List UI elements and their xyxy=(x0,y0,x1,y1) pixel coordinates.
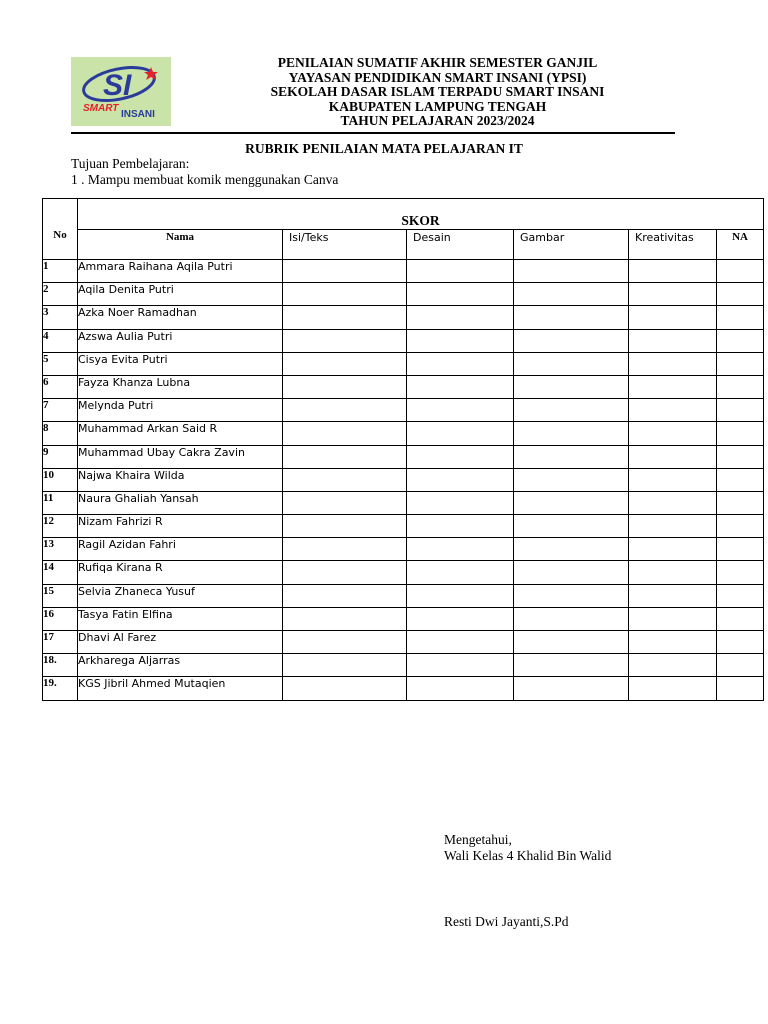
isi-score-cell[interactable] xyxy=(283,561,407,584)
desain-score-cell[interactable] xyxy=(407,375,514,398)
gambar-score-cell[interactable] xyxy=(514,677,629,700)
student-name: Melynda Putri xyxy=(78,399,283,422)
gambar-score-cell[interactable] xyxy=(514,654,629,677)
student-name: Azka Noer Ramadhan xyxy=(78,306,283,329)
isi-score-cell[interactable] xyxy=(283,445,407,468)
na-score-cell[interactable] xyxy=(717,375,764,398)
mengetahui-label: Mengetahui, xyxy=(444,832,512,847)
row-number: 18. xyxy=(43,654,78,677)
kreativitas-score-cell[interactable] xyxy=(629,631,717,654)
table-row xyxy=(43,283,764,306)
na-score-cell[interactable] xyxy=(717,584,764,607)
gambar-score-cell[interactable] xyxy=(514,538,629,561)
kreativitas-score-cell[interactable] xyxy=(629,468,717,491)
kreativitas-score-cell[interactable] xyxy=(629,677,717,700)
na-score-cell[interactable] xyxy=(717,677,764,700)
header-line: KABUPATEN LAMPUNG TENGAH xyxy=(328,98,547,114)
isi-score-cell[interactable] xyxy=(283,677,407,700)
table-row xyxy=(43,515,764,538)
signer-name: Resti Dwi Jayanti,S.Pd xyxy=(444,914,569,929)
table-row xyxy=(43,445,764,468)
table-row xyxy=(43,399,764,422)
table-row xyxy=(43,422,764,445)
no-header: No xyxy=(53,229,67,241)
gambar-score-cell[interactable] xyxy=(514,561,629,584)
na-header: NA xyxy=(732,231,748,243)
desain-score-cell[interactable] xyxy=(407,260,514,283)
header-divider xyxy=(71,132,675,134)
nama-header: Nama xyxy=(165,231,195,243)
student-name: Arkharega Aljarras xyxy=(78,654,283,677)
table-row xyxy=(43,329,764,352)
gambar-score-cell[interactable] xyxy=(514,491,629,514)
isi-score-cell[interactable] xyxy=(283,283,407,306)
na-score-cell[interactable] xyxy=(717,561,764,584)
row-number: 5 xyxy=(43,352,78,375)
header-line: PENILAIAN SUMATIF AKHIR SEMESTER GANJIL xyxy=(277,55,598,70)
nama-header-cell xyxy=(78,230,283,260)
table-row xyxy=(43,677,764,700)
desain-score-cell[interactable] xyxy=(407,468,514,491)
isi-score-cell[interactable] xyxy=(283,329,407,352)
desain-score-cell[interactable] xyxy=(407,329,514,352)
row-number: 14 xyxy=(43,561,78,584)
isi-score-cell[interactable] xyxy=(283,468,407,491)
gambar-score-cell[interactable] xyxy=(514,445,629,468)
na-score-cell[interactable] xyxy=(717,654,764,677)
na-score-cell[interactable] xyxy=(717,399,764,422)
na-score-cell[interactable] xyxy=(717,352,764,375)
student-name: Tasya Fatin Elfina xyxy=(78,607,283,630)
document-header xyxy=(175,56,700,129)
na-score-cell[interactable] xyxy=(717,306,764,329)
desain-score-cell[interactable] xyxy=(407,491,514,514)
student-name: Nizam Fahrizi R xyxy=(78,515,283,538)
table-row xyxy=(43,654,764,677)
isi-score-cell[interactable] xyxy=(283,399,407,422)
desain-score-cell[interactable] xyxy=(407,515,514,538)
student-name: Ragil Azidan Fahri xyxy=(78,538,283,561)
kreativitas-score-cell[interactable] xyxy=(629,491,717,514)
kreativitas-score-cell[interactable] xyxy=(629,607,717,630)
isi-score-cell[interactable] xyxy=(283,631,407,654)
student-name: Ammara Raihana Aqila Putri xyxy=(78,260,283,283)
na-header-cell xyxy=(717,230,764,260)
gambar-score-cell[interactable] xyxy=(514,329,629,352)
learning-objectives xyxy=(71,156,338,187)
kreativitas-score-cell[interactable] xyxy=(629,352,717,375)
row-number: 16 xyxy=(43,607,78,630)
desain-score-cell[interactable] xyxy=(407,677,514,700)
na-score-cell[interactable] xyxy=(717,329,764,352)
kreativitas-score-cell[interactable] xyxy=(629,306,717,329)
header-line: YAYASAN PENDIDIKAN SMART INSANI (YPSI) xyxy=(288,69,587,85)
table-row xyxy=(43,584,764,607)
row-number: 9 xyxy=(43,445,78,468)
row-number: 12 xyxy=(43,515,78,538)
table-row xyxy=(43,352,764,375)
signer-role: Wali Kelas 4 Khalid Bin Walid xyxy=(444,848,612,863)
isi-score-cell[interactable] xyxy=(283,422,407,445)
gambar-score-cell[interactable] xyxy=(514,306,629,329)
row-number: 3 xyxy=(43,306,78,329)
smart-insani-logo-icon xyxy=(71,57,171,126)
student-name: Aqila Denita Putri xyxy=(78,283,283,306)
desain-score-cell[interactable] xyxy=(407,631,514,654)
gambar-score-cell[interactable] xyxy=(514,607,629,630)
isi-header: Isi/Teks xyxy=(289,231,329,244)
row-number: 17 xyxy=(43,631,78,654)
na-score-cell[interactable] xyxy=(717,422,764,445)
rubrik-title: RUBRIK PENILAIAN MATA PELAJARAN IT xyxy=(245,141,523,156)
isi-score-cell[interactable] xyxy=(283,352,407,375)
kreativitas-score-cell[interactable] xyxy=(629,561,717,584)
isi-score-cell[interactable] xyxy=(283,607,407,630)
desain-score-cell[interactable] xyxy=(407,538,514,561)
gambar-header-cell xyxy=(514,230,629,260)
school-logo xyxy=(71,57,171,126)
kreativitas-score-cell[interactable] xyxy=(629,399,717,422)
desain-score-cell[interactable] xyxy=(407,306,514,329)
desain-score-cell[interactable] xyxy=(407,445,514,468)
isi-score-cell[interactable] xyxy=(283,306,407,329)
table-row xyxy=(43,375,764,398)
signature-block xyxy=(444,832,611,864)
table-row xyxy=(43,491,764,514)
table-row xyxy=(43,468,764,491)
gambar-score-cell[interactable] xyxy=(514,422,629,445)
isi-header-cell xyxy=(283,230,407,260)
table-row xyxy=(43,607,764,630)
desain-score-cell[interactable] xyxy=(407,561,514,584)
student-name: Muhammad Arkan Said R xyxy=(78,422,283,445)
kreativitas-score-cell[interactable] xyxy=(629,538,717,561)
desain-score-cell[interactable] xyxy=(407,607,514,630)
na-score-cell[interactable] xyxy=(717,283,764,306)
student-name: Cisya Evita Putri xyxy=(78,352,283,375)
gambar-score-cell[interactable] xyxy=(514,631,629,654)
student-name: Fayza Khanza Lubna xyxy=(78,375,283,398)
skor-header-cell xyxy=(78,199,764,230)
kreativitas-score-cell[interactable] xyxy=(629,329,717,352)
desain-score-cell[interactable] xyxy=(407,283,514,306)
skor-header: SKOR xyxy=(401,213,440,228)
desain-score-cell[interactable] xyxy=(407,352,514,375)
logo-mark: SI xyxy=(103,69,132,102)
student-name: Naura Ghaliah Yansah xyxy=(78,491,283,514)
table-row xyxy=(43,631,764,654)
student-name: KGS Jibril Ahmed Mutaqien xyxy=(78,677,283,700)
gambar-score-cell[interactable] xyxy=(514,352,629,375)
gambar-score-cell[interactable] xyxy=(514,515,629,538)
kreativitas-header: Kreativitas xyxy=(635,231,694,244)
kreativitas-score-cell[interactable] xyxy=(629,515,717,538)
table-row xyxy=(43,260,764,283)
isi-score-cell[interactable] xyxy=(283,260,407,283)
tujuan-item: 1 . Mampu membuat komik menggunakan Canva xyxy=(71,171,339,187)
na-score-cell[interactable] xyxy=(717,445,764,468)
isi-score-cell[interactable] xyxy=(283,584,407,607)
row-number: 4 xyxy=(43,329,78,352)
row-number: 7 xyxy=(43,399,78,422)
row-number: 13 xyxy=(43,538,78,561)
isi-score-cell[interactable] xyxy=(283,654,407,677)
desain-score-cell[interactable] xyxy=(407,654,514,677)
gambar-score-cell[interactable] xyxy=(514,399,629,422)
gambar-score-cell[interactable] xyxy=(514,584,629,607)
isi-score-cell[interactable] xyxy=(283,538,407,561)
logo-text-insani: INSANI xyxy=(121,109,155,120)
header-line: SEKOLAH DASAR ISLAM TERPADU SMART INSANI xyxy=(270,84,605,100)
isi-score-cell[interactable] xyxy=(283,515,407,538)
na-score-cell[interactable] xyxy=(717,260,764,283)
desain-score-cell[interactable] xyxy=(407,584,514,607)
score-table xyxy=(42,198,764,701)
kreativitas-score-cell[interactable] xyxy=(629,584,717,607)
kreativitas-score-cell[interactable] xyxy=(629,260,717,283)
tujuan-label: Tujuan Pembelajaran: xyxy=(71,156,190,171)
row-number: 8 xyxy=(43,422,78,445)
kreativitas-score-cell[interactable] xyxy=(629,445,717,468)
na-score-cell[interactable] xyxy=(717,468,764,491)
isi-score-cell[interactable] xyxy=(283,491,407,514)
na-score-cell[interactable] xyxy=(717,538,764,561)
student-name: Dhavi Al Farez xyxy=(78,631,283,654)
table-row xyxy=(43,561,764,584)
student-name: Azswa Aulia Putri xyxy=(78,329,283,352)
na-score-cell[interactable] xyxy=(717,515,764,538)
row-number: 1 xyxy=(43,260,78,283)
row-number: 10 xyxy=(43,468,78,491)
student-name: Najwa Khaira Wilda xyxy=(78,468,283,491)
student-name: Rufiqa Kirana R xyxy=(78,561,283,584)
kreativitas-score-cell[interactable] xyxy=(629,654,717,677)
na-score-cell[interactable] xyxy=(717,491,764,514)
desain-score-cell[interactable] xyxy=(407,422,514,445)
student-name: Selvia Zhaneca Yusuf xyxy=(78,584,283,607)
isi-score-cell[interactable] xyxy=(283,375,407,398)
header-line: TAHUN PELAJARAN 2023/2024 xyxy=(340,113,535,129)
gambar-score-cell[interactable] xyxy=(514,260,629,283)
row-number: 2 xyxy=(43,283,78,306)
no-header-cell xyxy=(43,199,78,260)
kreativitas-score-cell[interactable] xyxy=(629,422,717,445)
table-row xyxy=(43,306,764,329)
student-name: Muhammad Ubay Cakra Zavin xyxy=(78,445,283,468)
logo-text-smart: SMART xyxy=(83,103,119,114)
row-number: 15 xyxy=(43,584,78,607)
row-number: 11 xyxy=(43,491,78,514)
desain-header: Desain xyxy=(413,231,451,244)
na-score-cell[interactable] xyxy=(717,631,764,654)
gambar-score-cell[interactable] xyxy=(514,468,629,491)
desain-header-cell xyxy=(407,230,514,260)
row-number: 6 xyxy=(43,375,78,398)
kreativitas-score-cell[interactable] xyxy=(629,283,717,306)
kreativitas-score-cell[interactable] xyxy=(629,375,717,398)
desain-score-cell[interactable] xyxy=(407,399,514,422)
gambar-score-cell[interactable] xyxy=(514,283,629,306)
gambar-header: Gambar xyxy=(520,231,565,244)
table-row xyxy=(43,538,764,561)
row-number: 19. xyxy=(43,677,78,700)
gambar-score-cell[interactable] xyxy=(514,375,629,398)
kreativitas-header-cell xyxy=(629,230,717,260)
na-score-cell[interactable] xyxy=(717,607,764,630)
